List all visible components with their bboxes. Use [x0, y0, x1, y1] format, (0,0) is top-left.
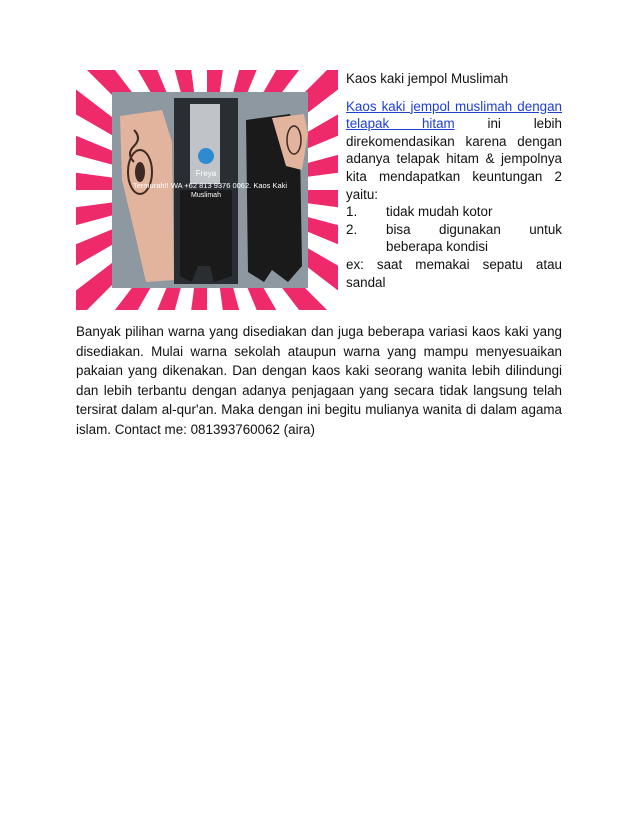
henna-motif-center [135, 162, 145, 182]
list-number: 1. [346, 204, 358, 220]
list-text: tidak mudah kotor [386, 204, 493, 220]
package-brand: Freya [195, 169, 217, 178]
product-description [346, 70, 562, 291]
list-item [346, 203, 562, 221]
list-text: bisa digunakan untuk beberapa kondisi [386, 221, 562, 255]
example-text: ex: saat memakai sepatu atau sandal [346, 256, 562, 290]
body-paragraph: Banyak pilihan warna yang disediakan dan juga beberapa variasi kaos kaki yang disediakan. Mulai warna sekolah ataupun warna yang mampu menyesuaikan pakaian yang dikenakan. Dan dengan kaos kaki seorang wanita lebih dilindungi dan lebih terbantu dengan adanya penjagaan yang secara tidak langsung telah tersirat dalam al-qur'an. Maka dengan ini begitu mulianya wanita di dalam agama islam. Contact me: 081393760062 (aira) [76, 324, 562, 437]
product-intro [346, 98, 562, 204]
product-photo-svg [76, 70, 338, 310]
product-title: Kaos kaki jempol Muslimah [346, 71, 509, 86]
photo-watermark-line2: Muslimah [191, 192, 221, 199]
list-number: 2. [346, 221, 358, 237]
brand-logo-icon [198, 148, 214, 164]
product-photo [76, 70, 338, 310]
product-intro-text: ini lebih direkomendasikan karena dengan adanya telapak hitam & jempolnya kita mendapatkan keuntungan 2 yaitu: [346, 116, 562, 202]
product-link[interactable]: Kaos kaki jempol muslimah dengan telapak hitam [346, 98, 562, 132]
list-item [346, 221, 562, 256]
photo-watermark: Termurah!! WA +62 813 9376 0062. Kaos Kaki [132, 181, 288, 190]
